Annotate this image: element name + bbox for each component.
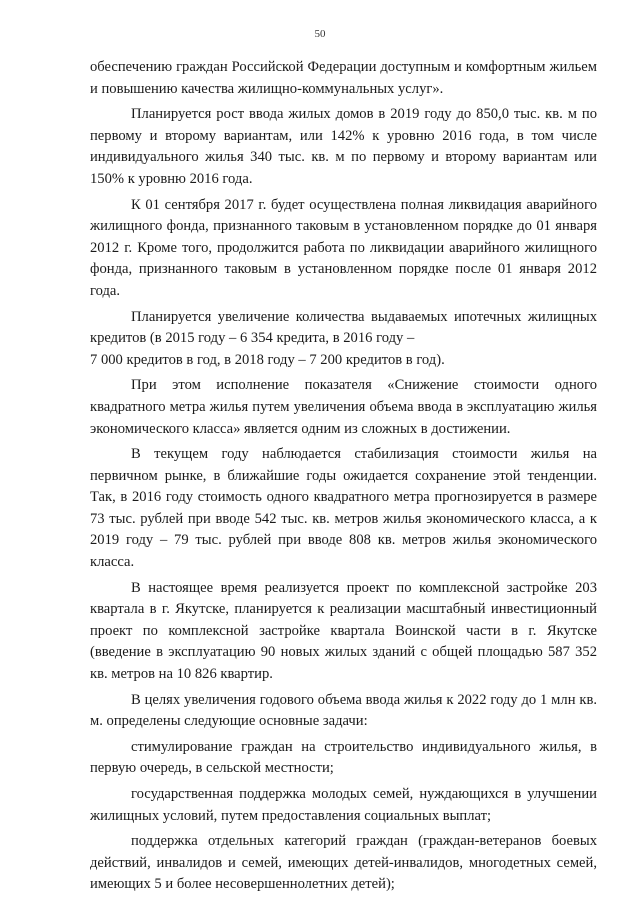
paragraph: поддержка отдельных категорий граждан (граждан-ветеранов боевых действий, инвалидов и семей, имеющих детей-инвалидов, многодетных семей, имеющих 5 и более несовершеннолетних детей); [90, 833, 597, 893]
paragraph: К 01 сентября 2017 г. будет осуществлена полная ликвидация аварийного жилищного фонда, признанного таковым в установленном порядке до 01 января 2012 г. Кроме того, продолжится работа по ликвидации аварийного жилищного фонда, признанного таковым в установленном порядке после 01 января 2012 года. [90, 196, 597, 299]
paragraph: Планируется увеличение количества выдаваемых ипотечных жилищных кредитов (в 2015 году – 6 354 кредита, в 2016 году – 7 000 кредитов в год, в 2018 году – 7 200 кредитов в год). [90, 308, 597, 368]
page-number: 50 [314, 28, 326, 40]
paragraph: В настоящее время реализуется проект по комплексной застройке 203 квартала в г. Якутске, планируется к реализации масштабный инвестиционный проект по комплексной застройке квартала Воинской части в г. Якутске (введение в эксплуатацию 90 новых жилых зданий с общей площадью 587 352 кв. метров на 10 826 квартир. [90, 579, 597, 683]
paragraph: государственная поддержка молодых семей, нуждающихся в улучшении жилищных условий, путем предоставления социальных выплат; [90, 786, 597, 824]
paragraph: Планируется рост ввода жилых домов в 2019 году до 850,0 тыс. кв. м по первому и второму вариантам, или 142% к уровню 2016 года, в том числе индивидуального жилья 340 тыс. кв. м по первому и второму вариантам или 150% к уровню 2016 года. [90, 106, 597, 187]
paragraph: стимулирование граждан на строительство индивидуального жилья, в первую очередь, в сельской местности; [90, 738, 597, 777]
body-text [90, 57, 597, 896]
paragraph: При этом исполнение показателя «Снижение стоимости одного квадратного метра жилья путем увеличения объема ввода в эксплуатацию жилья экономического класса» является одним из сложных в достижении. [90, 377, 597, 437]
paragraph: В текущем году наблюдается стабилизация стоимости жилья на первичном рынке, в ближайшие годы ожидается сохранение этой тенденции. Так, в 2016 году стоимость одного квадратного метра прогнозируется в размере 73 тыс. рублей при вводе 542 тыс. кв. метров жилья экономического класса, а к 2019 году – 79 тыс. рублей при вводе 808 кв. метров жилья экономического класса. [90, 446, 597, 571]
paragraph: обеспечению граждан Российской Федерации доступным и комфортным жильем и повышению качества жилищно-коммунальных услуг». [90, 59, 597, 97]
paragraph: В целях увеличения годового объема ввода жилья к 2022 году до 1 млн кв. м. определены следующие основные задачи: [90, 691, 597, 730]
